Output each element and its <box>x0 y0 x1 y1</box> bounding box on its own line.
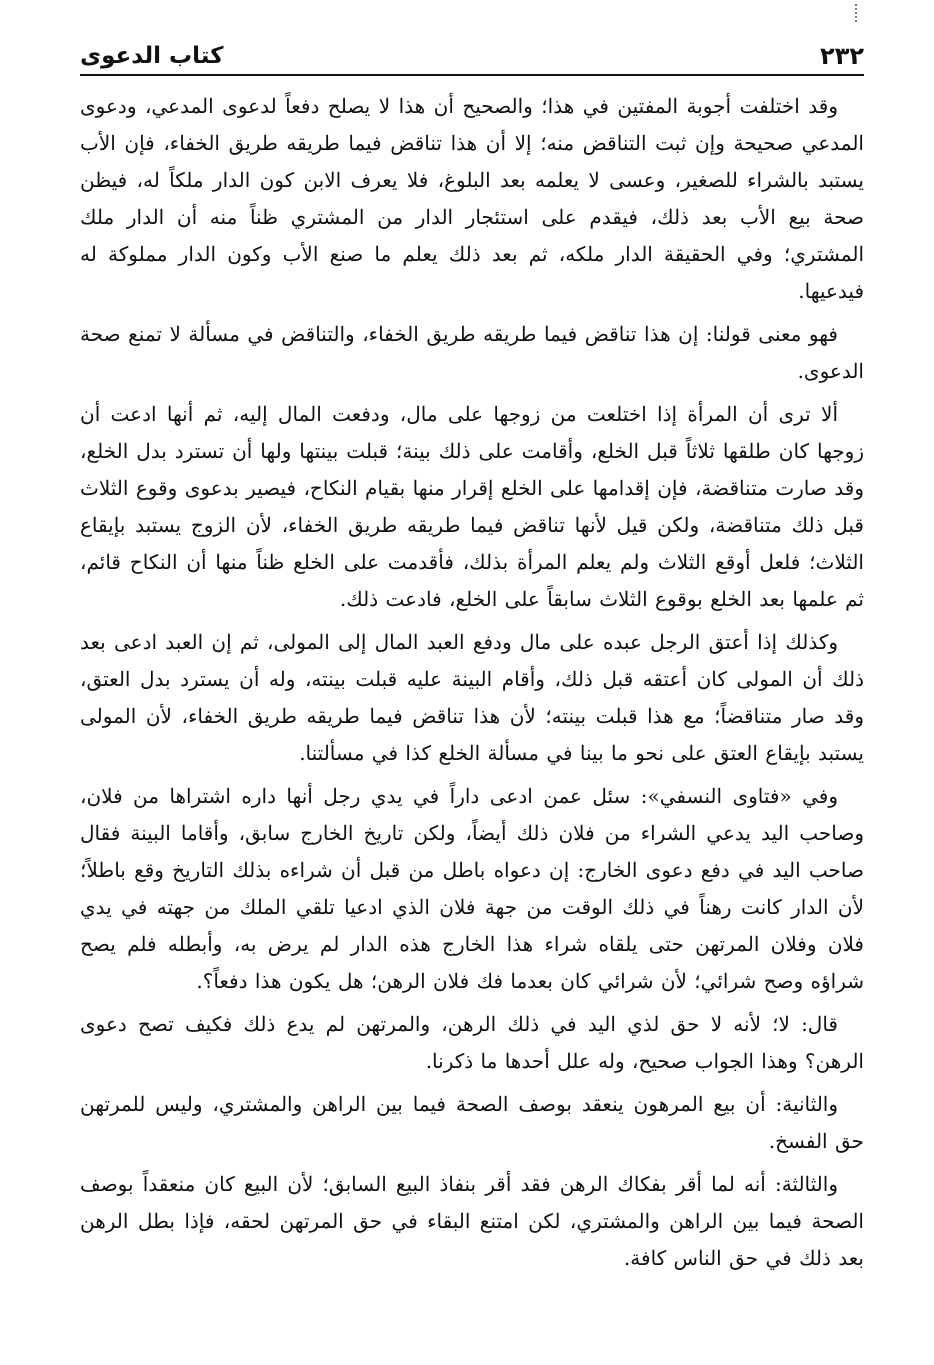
page-header <box>80 36 864 76</box>
page-body <box>80 88 864 1283</box>
paragraph-5 <box>80 778 864 1000</box>
paragraph-1 <box>80 88 864 310</box>
paragraph-8 <box>80 1166 864 1277</box>
book-title: كتاب الدعوى <box>80 43 224 69</box>
paragraph-text: فهو معنى قولنا: إن هذا تناقض فيما طريقه طريق الخفاء، والتناقض في مسألة لا تمنع صحة الدعوى. <box>80 322 864 383</box>
paragraph-text: والثانية: أن بيع المرهون ينعقد بوصف الصحة فيما بين الراهن والمشتري، وليس للمرتهن حق الفسخ. <box>80 1092 864 1153</box>
paragraph-4 <box>80 624 864 772</box>
paragraph-3 <box>80 396 864 618</box>
paragraph-2 <box>80 316 864 390</box>
paragraph-6 <box>80 1006 864 1080</box>
paragraph-text: وفي «فتاوى النسفي»: سئل عمن ادعى داراً في يدي رجل أنها داره اشتراها من فلان، وصاحب اليد يدعي الشراء من فلان ذلك أيضاً، ولكن تاريخ الخارج سابق، وأقاما البينة فقال صاحب اليد في دفع دعوى الخارج: إن دعواه باطل من قبل أن شراءه بذلك التاريخ وقع باطلاً؛ لأن الدار كانت رهناً في ذلك الوقت من جهة فلان الذي ادعيا تلقي الملك من جهته في يدي فلان وفلان المرتهن حتى يلقاه شراء هذا الخارج هذه الدار لم يرض به، وأبطله فلم يصح شراؤه وصح شرائي؛ لأن شرائي كان بعدما فك فلان الرهن؛ هل يكون هذا دفعاً؟. <box>80 784 864 993</box>
paragraph-text: قال: لا؛ لأنه لا حق لذي اليد في ذلك الرهن، والمرتهن لم يدع ذلك فكيف تصح دعوى الرهن؟ وهذا الجواب صحيح، وله علل أحدها ما ذكرنا. <box>80 1012 864 1073</box>
paragraph-text: وقد اختلفت أجوبة المفتين في هذا؛ والصحيح أن هذا لا يصلح دفعاً لدعوى المدعي، ودعوى المدعي صحيحة وإن ثبت التناقض منه؛ إلا أن هذا تناقض فيما طريقه طريق الخفاء، فإن الأب يستبد بالشراء للصغير، وعسى لا يعلمه بعد البلوغ، فلا يعرف الابن كون الدار ملكاً له، فيظن صحة بيع الأب بعد ذلك، فيقدم على استئجار الدار من المشتري ظناً منه أن الدار ملك المشتري؛ وفي الحقيقة الدار ملكه، ثم بعد ذلك يعلم ما صنع الأب وكون الدار مملوكة له فيدعيها. <box>80 94 864 303</box>
paragraph-text: والثالثة: أنه لما أقر بفكاك الرهن فقد أقر بنفاذ البيع السابق؛ لأن البيع كان منعقداً بوصف الصحة فيما بين الراهن والمشتري، لكن امتنع البقاء في حق المرتهن لحقه، فإذا بطل الرهن بعد ذلك في حق الناس كافة. <box>80 1172 864 1270</box>
page-number: ٢٣٢ <box>820 42 864 70</box>
paragraph-7 <box>80 1086 864 1160</box>
paragraph-text: ألا ترى أن المرأة إذا اختلعت من زوجها على مال، ودفعت المال إليه، ثم أنها ادعت أن زوجها كان طلقها ثلاثاً قبل الخلع، وأقامت على ذلك بينة؛ قبلت بينتها ولها أن تسترد بدل الخلع، وقد صارت متناقضة، فإن إقدامها على الخلع إقرار منها بقيام النكاح، فيصير بدعوى وقوع الثلاث قبل ذلك متناقضة، ولكن قيل لأنها تناقض فيما طريقه طريق الخفاء، لأن الزوج يستبد بإيقاع الثلاث؛ فلعل أوقع الثلاث ولم يعلم المرأة بذلك، فأقدمت على الخلع ظناً منها أن النكاح قائم، ثم علمها بعد الخلع بوقوع الثلاث سابقاً على الخلع، فادعت ذلك. <box>80 402 864 611</box>
paragraph-text: وكذلك إذا أعتق الرجل عبده على مال ودفع العبد المال إلى المولى، ثم إن العبد ادعى بعد ذلك أن المولى كان أعتقه قبل ذلك، وأقام البينة عليه قبلت بينته، وله أن يسترد بدل العتق، وقد صار متناقضاً؛ مع هذا قبلت بينته؛ لأن هذا تناقض فيما طريقه طريق الخفاء، لأن المولى يستبد بإيقاع العتق على نحو ما بينا في مسألة الخلع كذا في مسألتنا. <box>80 630 864 765</box>
scan-edge-mark <box>855 4 859 22</box>
